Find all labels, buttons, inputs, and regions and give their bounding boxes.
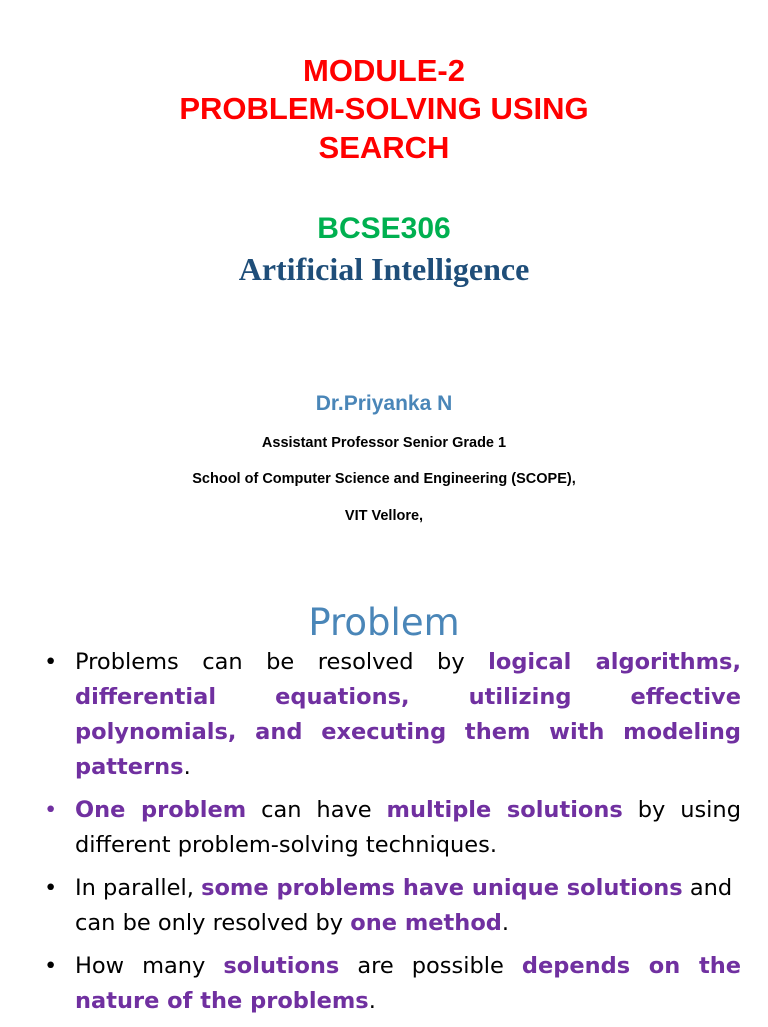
bullet-text: . — [183, 754, 191, 780]
module-title-line-3: SEARCH — [318, 130, 450, 165]
bullet-marker: • — [44, 953, 58, 979]
author-school: School of Computer Science and Engineering (SCOPE), — [192, 471, 576, 487]
bullet-text: . — [368, 988, 376, 1014]
bullet-text: and can be only resolved by — [75, 875, 733, 936]
module-title-line-2: PROBLEM-SOLVING USING — [179, 91, 589, 126]
bullet-highlight: some problems have unique solutions — [201, 875, 683, 901]
course-name: Artificial Intelligence — [238, 251, 530, 287]
bullet-text: by using different problem-solving techniques. — [75, 797, 741, 858]
bullet-highlight: depends on the nature of the problems — [75, 953, 741, 1014]
bullet-highlight: one method — [350, 910, 502, 936]
bullet-marker: • — [44, 649, 58, 675]
bullet-text: How many — [75, 953, 224, 979]
course-code: BCSE306 — [317, 212, 451, 245]
slide-title: Problem — [308, 601, 460, 644]
bullet-text: can have — [246, 797, 387, 823]
bullet-highlight: solutions — [223, 953, 340, 979]
bullet-highlight: One problem — [75, 797, 247, 823]
bullet-text: are possible — [339, 953, 522, 979]
bullet-marker: • — [44, 797, 58, 823]
bullet-item — [44, 793, 741, 863]
module-title-line-1: MODULE-2 — [303, 53, 465, 88]
bullet-item — [44, 645, 741, 785]
bullet-highlight: multiple solutions — [386, 797, 623, 823]
author-name: Dr.Priyanka N — [315, 392, 453, 415]
author-designation: Assistant Professor Senior Grade 1 — [261, 435, 507, 451]
bullet-item — [44, 949, 741, 1019]
bullet-item — [44, 871, 741, 941]
bullet-list — [44, 645, 741, 1027]
bullet-marker: • — [44, 875, 58, 901]
author-institution: VIT Vellore, — [344, 508, 424, 524]
bullet-text: . — [501, 910, 510, 936]
bullet-text: Problems can be resolved by — [75, 649, 489, 675]
bullet-highlight: logical algorithms, differential equations, utilizing effective polynomials, and executing them with modeling patterns — [75, 649, 741, 780]
bullet-text: In parallel, — [75, 875, 202, 901]
